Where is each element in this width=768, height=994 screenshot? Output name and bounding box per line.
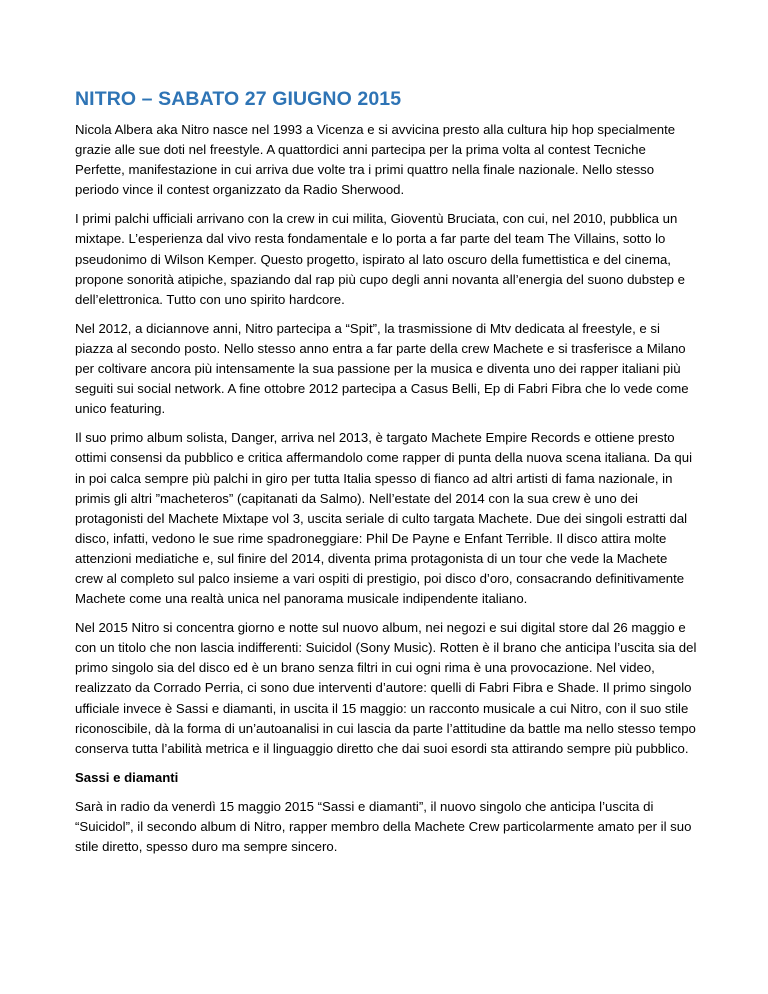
paragraph-single-release: Sarà in radio da venerdì 15 maggio 2015 “Sassi e diamanti”, il nuovo singolo che anticipa l’uscita di “Suicidol”, il secondo album di Nitro, rapper membro della Machete Crew particolarmente amato per il suo stile diretto, spesso duro ma sempre sincero.: [75, 798, 692, 855]
paragraph-biography-intro: Nicola Albera aka Nitro nasce nel 1993 a Vicenza e si avvicina presto alla cultura hip hop specialmente grazie alle sue doti nel freestyle. A quattordici anni partecipa per la prima volta al contest Tecniche Perfette, manifestazione in cui arriva due volte tra i primi quattro nella finale nazionale. Nello stesso periodo vince il contest organizzato da Radio Sherwood.: [75, 122, 676, 198]
paragraph-suicidol-2015: Nel 2015 Nitro si concentra giorno e notte sul nuovo album, nei negozi e sui digital store dal 26 maggio e con un titolo che non lascia indifferenti: Suicidol (Sony Music). Rotten è il brano che anticipa l’uscita sia del primo singolo sia del disco ed è un brano senza filtri in cui ogni rima è una provocazione. Nel video, realizzato da Corrado Perria, ci sono due interventi d’autore: quelli di Fabri Fibra e Shade. Il primo singolo ufficiale invece è Sassi e diamanti, in uscita il 15 maggio: un racconto musicale a cui Nitro, con il suo stile riconoscibile, dà la forma di un’autoanalisi in cui lascia da parte l’attitudine da battle ma nello stesso tempo conserva tutta l’abilità metrica e il linguaggio diretto che dai suoi esordi sta attirando sempre più pubblico.: [75, 620, 697, 756]
document-title: NITRO – SABATO 27 GIUGNO 2015: [75, 88, 402, 110]
document-page: [75, 86, 697, 866]
paragraph-first-stages: I primi palchi ufficiali arrivano con la crew in cui milita, Gioventù Bruciata, con cui, nel 2010, pubblica un mixtape. L’esperienza dal vivo resta fondamentale e lo porta a far parte del team The Villains, sotto lo pseudonimo di Wilson Kemper. Questo progetto, ispirato al lato oscuro della fumettistica e del cinema, propone sonorità atipiche, spaziando dal rap più cupo degli anni novanta all’energia del suono dubstep e dell’elettronica. Tutto con uno spirito hardcore.: [75, 211, 685, 307]
paragraph-danger-album: Il suo primo album solista, Danger, arriva nel 2013, è targato Machete Empire Records e ottiene presto ottimi consensi da pubblico e critica affermandolo come rapper di punta della nuova scena italiana. Da qui in poi calca sempre più palchi in giro per tutta Italia spesso di fianco ad altri artisti di fama nazionale, in primis gli altri ”macheteros” (capitanati da Salmo). Nell’estate del 2014 con la sua crew è uno dei protagonisti del Machete Mixtape vol 3, uscita seriale di culto targata Machete. Due dei singoli estratti dal disco, infatti, vedono le sue rime spadroneggiare: Phil De Payne e Enfant Terrible. Il disco attira molte attenzioni mediatiche e, sul finire del 2014, diventa prima protagonista di un tour che vede la Machete crew al completo sul palco insieme a vari ospiti di prestigio, poi disco d’oro, consacrando definitivamente Machete come una realtà unica nel panorama musicale indipendente italiano.: [75, 430, 693, 607]
subheading-sassi-e-diamanti: Sassi e diamanti: [75, 769, 179, 785]
paragraph-spit-2012: Nel 2012, a diciannove anni, Nitro partecipa a “Spit”, la trasmissione di Mtv dedicata al freestyle, e si piazza al secondo posto. Nello stesso anno entra a far parte della crew Machete e si trasferisce a Milano per coltivare ancora più intensamente la sua passione per la musica e diventa uno dei rapper italiani più seguiti sui social network. A fine ottobre 2012 partecipa a Casus Belli, Ep di Fabri Fibra che lo vede come unico featuring.: [75, 320, 689, 417]
